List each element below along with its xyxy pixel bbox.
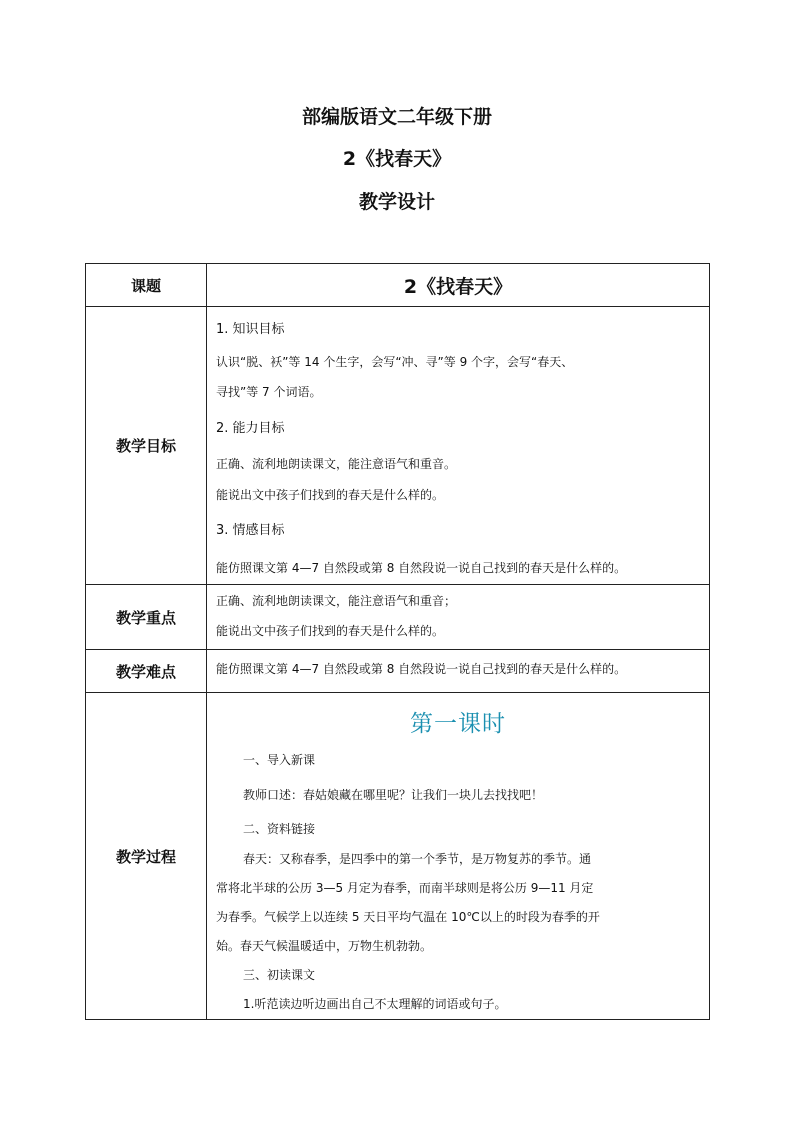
process-line: 常将北半球的公历 3—5 月定为春季，而南半球则是将公历 9—11 月定 bbox=[216, 881, 594, 895]
doc-title-line2: 2《找春天》 bbox=[342, 148, 452, 170]
key-line: 能说出文中孩子们找到的春天是什么样的。 bbox=[216, 624, 445, 638]
lesson-title: 第一课时 bbox=[410, 711, 506, 737]
goals-content bbox=[207, 307, 710, 585]
table-row-process bbox=[86, 693, 710, 1020]
difficult-content bbox=[207, 650, 710, 693]
goal-line: 能仿照课文第 4—7 自然段或第 8 自然段说一说自己找到的春天是什么样的。 bbox=[216, 561, 627, 575]
row-label-difficult: 教学难点 bbox=[86, 650, 207, 693]
table-row-goals bbox=[86, 307, 710, 585]
table-row-difficult bbox=[86, 650, 710, 693]
process-line: 1.听范读边听边画出自己不太理解的词语或句子。 bbox=[243, 997, 507, 1011]
goal-line: 能说出文中孩子们找到的春天是什么样的。 bbox=[216, 488, 445, 502]
process-line: 为春季。气候学上以连续 5 天日平均气温在 10℃以上的时段为春季的开 bbox=[216, 910, 600, 924]
goal-heading-emotion: 3. 情感目标 bbox=[216, 523, 285, 538]
goal-line: 正确、流利地朗读课文，能注意语气和重音。 bbox=[216, 457, 457, 471]
table-row-topic bbox=[86, 264, 710, 307]
key-content bbox=[207, 585, 710, 650]
process-heading: 一、导入新课 bbox=[243, 753, 316, 767]
row-label-key: 教学重点 bbox=[86, 585, 207, 650]
doc-title-line1: 部编版语文二年级下册 bbox=[301, 106, 492, 128]
process-line: 始。春天气候温暖适中，万物生机勃勃。 bbox=[216, 939, 433, 953]
row-label-process: 教学过程 bbox=[86, 693, 207, 1020]
process-heading: 三、初读课文 bbox=[243, 968, 316, 982]
process-content bbox=[207, 693, 710, 1020]
row-label-goals: 教学目标 bbox=[86, 307, 207, 585]
key-line: 正确、流利地朗读课文，能注意语气和重音； bbox=[216, 594, 457, 608]
row-label-topic: 课题 bbox=[86, 264, 207, 307]
doc-title-line3: 教学设计 bbox=[358, 191, 435, 213]
process-line: 春天：又称春季，是四季中的第一个季节，是万物复苏的季节。通 bbox=[243, 852, 592, 866]
process-heading: 二、资料链接 bbox=[243, 822, 316, 836]
goal-line: 认识“脱、袄”等 14 个生字，会写“冲、寻”等 9 个字，会写“春天、 bbox=[216, 355, 574, 369]
process-line: 教师口述：春姑娘藏在哪里呢？让我们一块儿去找找吧！ bbox=[243, 788, 544, 802]
goal-line: 寻找”等 7 个词语。 bbox=[216, 385, 322, 399]
difficult-line: 能仿照课文第 4—7 自然段或第 8 自然段说一说自己找到的春天是什么样的。 bbox=[216, 662, 627, 676]
topic-value: 2《找春天》 bbox=[207, 264, 710, 307]
table-row-key bbox=[86, 585, 710, 650]
goal-heading-knowledge: 1. 知识目标 bbox=[216, 322, 285, 337]
lesson-plan-table bbox=[85, 263, 710, 1020]
goal-heading-ability: 2. 能力目标 bbox=[216, 421, 285, 436]
